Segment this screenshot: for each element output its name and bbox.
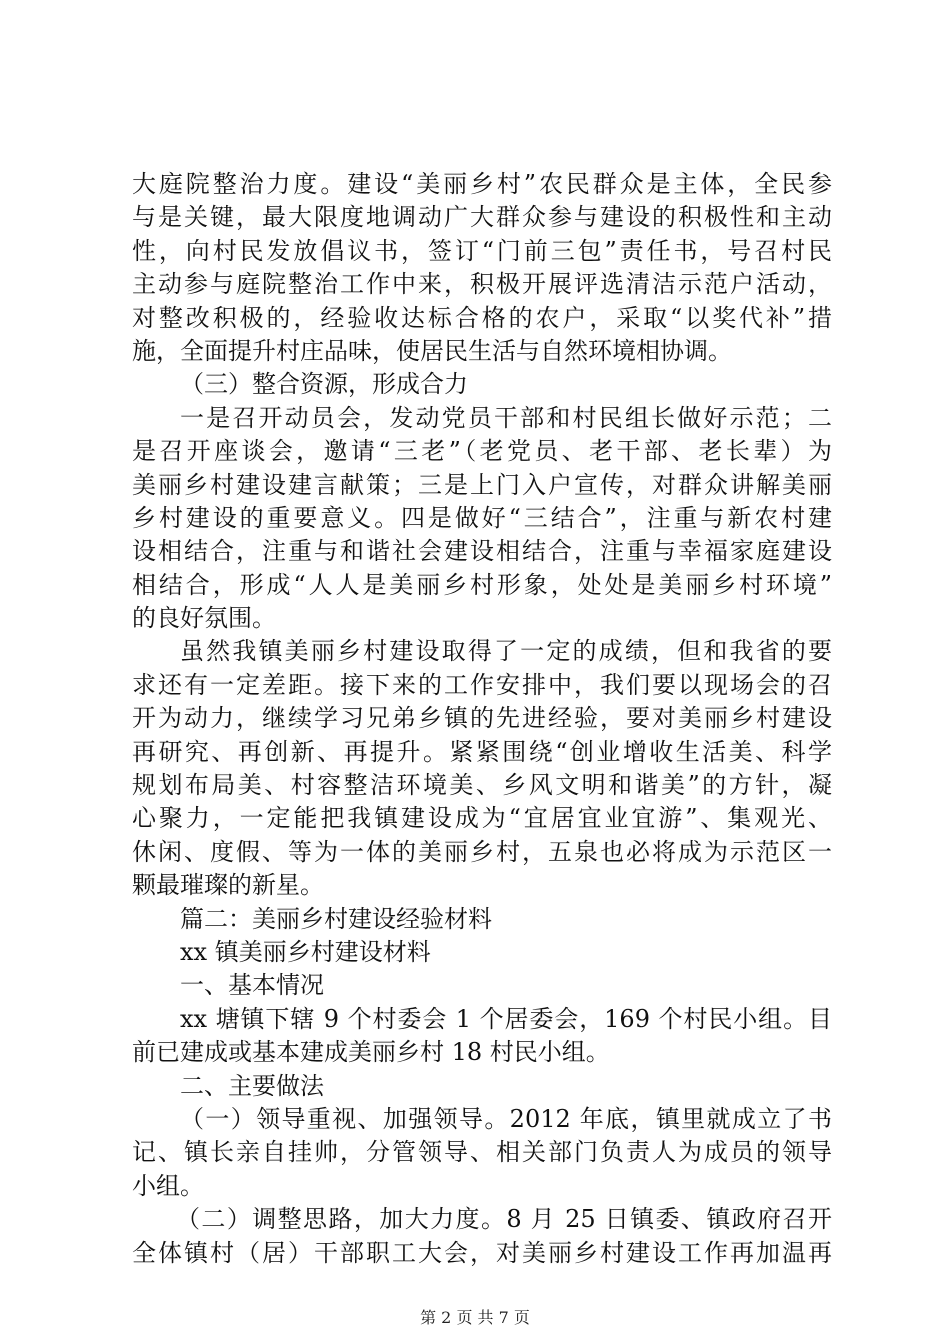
text-line: 乡村建设的重要意义。四是做好“三结合”，注重与新农村建 bbox=[132, 503, 832, 532]
text-line: 设相结合，注重与和谐社会建设相结合，注重与幸福家庭建设 bbox=[132, 537, 832, 566]
text-line: 规划布局美、村容整洁环境美、乡风文明和谐美”的方针，凝 bbox=[132, 771, 832, 800]
text-line: 心聚力，一定能把我镇建设成为“宜居宜业宜游”、集观光、 bbox=[132, 804, 832, 833]
text-line: 记、镇长亲自挂帅，分管领导、相关部门负责人为成员的领导 bbox=[132, 1138, 832, 1167]
text-line: （二）调整思路，加大力度。8 月 25 日镇委、镇政府召开 bbox=[176, 1205, 832, 1234]
text-line: 虽然我镇美丽乡村建设取得了一定的成绩，但和我省的要 bbox=[180, 637, 832, 666]
text-line: 与是关键，最大限度地调动广大群众参与建设的积极性和主动 bbox=[132, 203, 832, 232]
text-line: xx 塘镇下辖 9 个村委会 1 个居委会，169 个村民小组。目 bbox=[180, 1004, 832, 1033]
section-heading: 一、基本情况 bbox=[180, 971, 324, 1000]
text-line: 一是召开动员会，发动党员干部和村民组长做好示范；二 bbox=[180, 403, 832, 432]
text-line: 对整改积极的，经验收达标合格的农户，采取“以奖代补”措 bbox=[132, 303, 832, 332]
text-line: 施，全面提升村庄品味，使居民生活与自然环境相协调。 bbox=[132, 336, 732, 365]
text-line: 是召开座谈会，邀请“三老”（老党员、老干部、老长辈）为 bbox=[132, 437, 832, 466]
text-line: 大庭院整治力度。建设“美丽乡村”农民群众是主体，全民参 bbox=[132, 170, 832, 198]
section-heading: 二、主要做法 bbox=[180, 1071, 324, 1100]
text-line: 休闲、度假、等为一体的美丽乡村，五泉也必将成为示范区一 bbox=[132, 837, 832, 866]
text-line: 美丽乡村建设建言献策；三是上门入户宣传，对群众讲解美丽 bbox=[132, 470, 832, 499]
page-number: 第 2 页 共 7 页 bbox=[420, 1308, 530, 1327]
text-line: 颗最璀璨的新星。 bbox=[132, 871, 324, 900]
text-line: 主动参与庭院整治工作中来，积极开展评选清洁示范户活动， bbox=[132, 270, 832, 299]
article-subtitle: xx 镇美丽乡村建设材料 bbox=[180, 937, 431, 966]
document-body bbox=[132, 168, 832, 1270]
text-line: 小组。 bbox=[132, 1171, 204, 1200]
text-line: 再研究、再创新、再提升。紧紧围绕“创业增收生活美、科学 bbox=[132, 737, 832, 766]
text-line: 全体镇村（居）干部职工大会，对美丽乡村建设工作再加温再 bbox=[132, 1238, 832, 1267]
text-line: 求还有一定差距。接下来的工作安排中，我们要以现场会的召 bbox=[132, 670, 832, 699]
text-line: 相结合，形成“人人是美丽乡村形象，处处是美丽乡村环境” bbox=[132, 570, 832, 599]
section-heading: （三）整合资源，形成合力 bbox=[180, 370, 468, 399]
text-line: 的良好氛围。 bbox=[132, 604, 276, 633]
text-line: 前已建成或基本建成美丽乡村 18 村民小组。 bbox=[132, 1038, 610, 1067]
text-line: （一）领导重视、加强领导。2012 年底，镇里就成立了书 bbox=[180, 1104, 832, 1133]
text-line: 开为动力，继续学习兄弟乡镇的先进经验，要对美丽乡村建设 bbox=[132, 704, 832, 733]
text-line: 性，向村民发放倡议书，签订“门前三包”责任书，号召村民 bbox=[132, 236, 832, 265]
article-title: 篇二：美丽乡村建设经验材料 bbox=[180, 904, 492, 933]
